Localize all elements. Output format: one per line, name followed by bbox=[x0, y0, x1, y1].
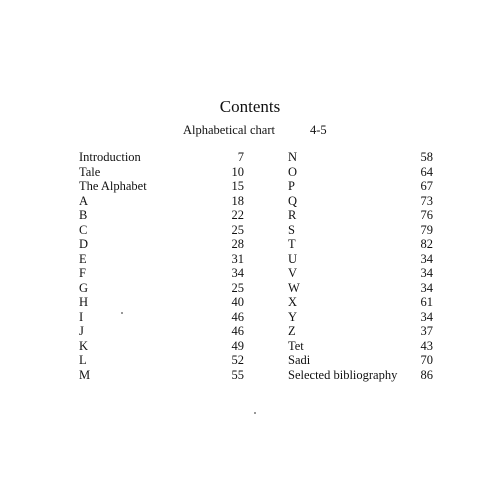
entry-page-number: 58 bbox=[420, 150, 433, 164]
contents-entry bbox=[79, 295, 244, 310]
contents-entry bbox=[79, 150, 244, 165]
entry-label: H bbox=[79, 295, 89, 309]
entry-page-number: 34 bbox=[231, 266, 244, 280]
entry-label: T bbox=[288, 237, 296, 251]
contents-entry bbox=[288, 368, 433, 383]
entry-label: L bbox=[79, 353, 87, 367]
entry-page-number: 18 bbox=[231, 193, 244, 208]
entry-label: F bbox=[79, 266, 86, 280]
contents-entry bbox=[79, 368, 244, 383]
contents-entry bbox=[288, 208, 433, 223]
entry-page-number: 34 bbox=[420, 309, 433, 324]
entry-label: Q bbox=[288, 193, 298, 208]
contents-entry bbox=[79, 266, 244, 281]
entry-page-number: 25 bbox=[231, 280, 244, 295]
entry-page-number: 73 bbox=[420, 193, 433, 208]
contents-entry bbox=[79, 179, 244, 194]
entry-page-number: 67 bbox=[420, 179, 433, 193]
entry-page-number: 34 bbox=[420, 280, 433, 295]
entry-label: K bbox=[79, 338, 89, 353]
entry-label: M bbox=[79, 367, 91, 382]
contents-entry bbox=[288, 324, 433, 339]
entry-label: I bbox=[79, 309, 84, 324]
contents-entry bbox=[79, 208, 244, 223]
contents-entry bbox=[288, 237, 433, 252]
contents-entry bbox=[288, 150, 433, 165]
contents-entry bbox=[288, 179, 433, 194]
contents-entry bbox=[79, 237, 244, 252]
entry-label: A bbox=[79, 193, 89, 208]
contents-entry bbox=[79, 353, 244, 368]
entry-page-number: 70 bbox=[420, 353, 433, 367]
contents-entry bbox=[79, 252, 244, 267]
entry-page-number: 61 bbox=[420, 295, 433, 309]
entry-label: D bbox=[79, 237, 89, 251]
entry-page-number: 64 bbox=[420, 164, 433, 179]
entry-label: Tet bbox=[288, 338, 304, 353]
entry-page-number: 52 bbox=[231, 353, 244, 367]
entry-label: Sadi bbox=[288, 353, 311, 367]
contents-right-column bbox=[288, 150, 433, 382]
entry-page-number: 40 bbox=[231, 295, 244, 309]
entry-page-number: 22 bbox=[231, 208, 244, 222]
entry-label: The Alphabet bbox=[79, 179, 147, 193]
entry-page-number: 49 bbox=[231, 338, 244, 353]
contents-entry bbox=[288, 281, 433, 296]
entry-page-number: 79 bbox=[420, 222, 433, 237]
entry-page-number: 34 bbox=[420, 251, 433, 266]
contents-entry bbox=[79, 194, 244, 209]
contents-entry bbox=[288, 252, 433, 267]
entry-page-number: 7 bbox=[237, 150, 244, 164]
contents-entry bbox=[288, 194, 433, 209]
entry-page-number: 43 bbox=[420, 338, 433, 353]
contents-entry bbox=[79, 310, 244, 325]
entry-label: X bbox=[288, 295, 298, 309]
entry-page-number: 55 bbox=[231, 367, 244, 382]
contents-entry bbox=[288, 310, 433, 325]
contents-entry bbox=[79, 165, 244, 180]
chart-label: Alphabetical chart bbox=[183, 123, 275, 137]
entry-page-number: 37 bbox=[420, 324, 433, 338]
page-title: Contents bbox=[219, 97, 281, 116]
entry-label: Tale bbox=[79, 164, 101, 179]
contents-entry bbox=[288, 266, 433, 281]
contents-entry bbox=[288, 165, 433, 180]
chart-pages: 4-5 bbox=[310, 123, 327, 137]
entry-label: E bbox=[79, 251, 87, 266]
contents-entry bbox=[288, 295, 433, 310]
entry-label: C bbox=[79, 222, 88, 237]
contents-entry bbox=[79, 324, 244, 339]
entry-page-number: 76 bbox=[420, 208, 433, 222]
entry-label: V bbox=[288, 266, 298, 280]
entry-label: N bbox=[288, 150, 298, 164]
contents-entry bbox=[288, 223, 433, 238]
entry-page-number: 25 bbox=[231, 222, 244, 237]
contents-entry bbox=[288, 339, 433, 354]
contents-entry bbox=[79, 223, 244, 238]
entry-label: R bbox=[288, 208, 297, 222]
entry-label: U bbox=[288, 251, 298, 266]
entry-label: P bbox=[288, 179, 295, 193]
entry-label: J bbox=[79, 324, 84, 338]
contents-entry bbox=[288, 353, 433, 368]
contents-left-column bbox=[79, 150, 244, 382]
entry-page-number: 46 bbox=[231, 324, 244, 338]
entry-label: Introduction bbox=[79, 150, 141, 164]
contents-entry bbox=[79, 281, 244, 296]
entry-label: Z bbox=[288, 324, 296, 338]
entry-label: O bbox=[288, 164, 298, 179]
entry-label: W bbox=[288, 280, 300, 295]
entry-page-number: 46 bbox=[231, 309, 244, 324]
entry-page-number: 28 bbox=[231, 237, 244, 251]
entry-page-number: 31 bbox=[231, 251, 244, 266]
entry-page-number: 15 bbox=[231, 179, 244, 193]
entry-label: B bbox=[79, 208, 88, 222]
entry-page-number: 86 bbox=[420, 367, 433, 382]
entry-label: G bbox=[79, 280, 89, 295]
paper-speck bbox=[254, 412, 256, 414]
entry-label: S bbox=[288, 222, 295, 237]
entry-label: Selected bibliography bbox=[288, 367, 398, 382]
entry-page-number: 10 bbox=[231, 164, 244, 179]
entry-page-number: 34 bbox=[420, 266, 433, 280]
paper-speck bbox=[121, 312, 123, 314]
contents-entry bbox=[79, 339, 244, 354]
entry-label: Y bbox=[288, 309, 298, 324]
entry-page-number: 82 bbox=[420, 237, 433, 251]
